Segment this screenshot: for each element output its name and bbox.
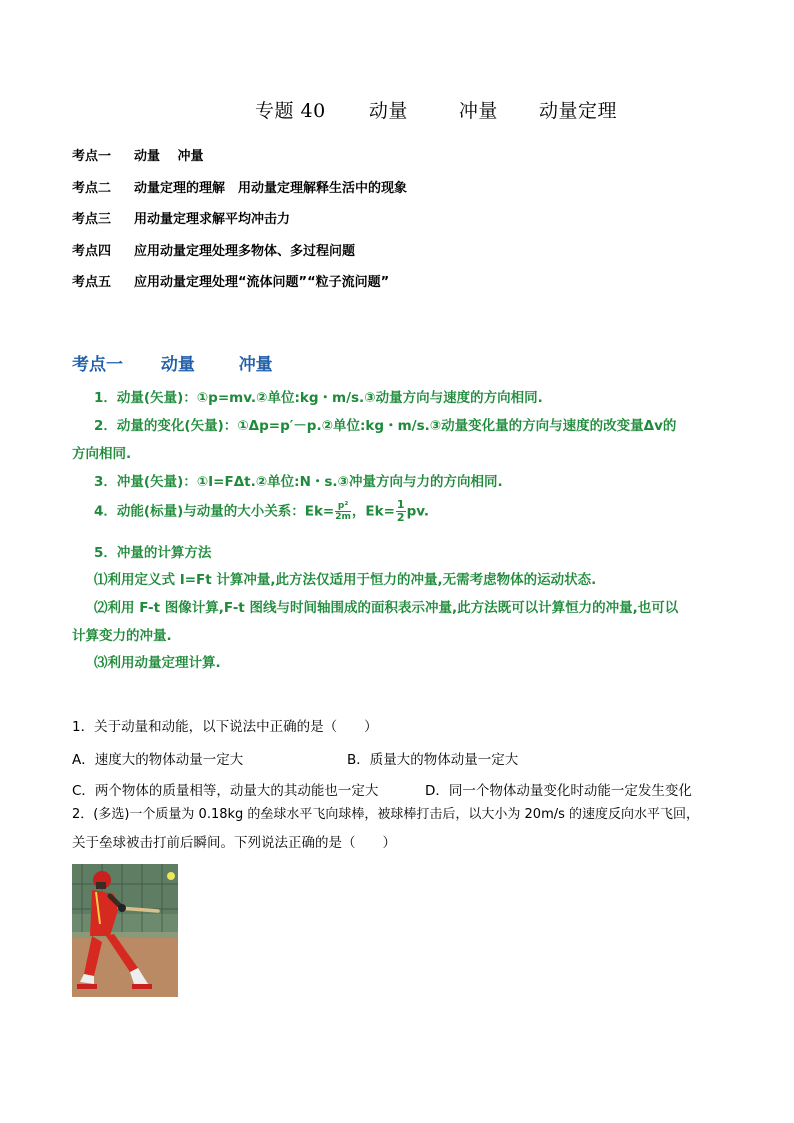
point-5-1: ⑴利用定义式 I=Ft 计算冲量,此方法仅适用于恒力的冲量,无需考虑物体的运动状态. [94, 572, 597, 588]
question-1-option-a: A．速度大的物体动量一定大 [72, 752, 244, 768]
title-topic-number: 专题 40 [255, 100, 326, 122]
point-2: 2．动量的变化(矢量)：①Δp=p′－p.②单位:kg・m/s.③动量变化量的方向与速度的改变量Δv的 [94, 418, 677, 434]
question-2: 2．(多选)一个质量为 0.18kg 的垒球水平飞向球棒，被球棒打击后，以大小为 20m/s 的速度反向水平飞回， [72, 807, 700, 822]
point-5: 5．冲量的计算方法 [94, 545, 212, 561]
point-2-cont: 方向相同. [72, 446, 132, 462]
point-4 [94, 499, 429, 524]
question-1-option-d: D．同一个物体动量变化时动能一定发生变化 [425, 783, 692, 799]
toc-key: 考点三 [72, 212, 112, 227]
question-1: 1．关于动量和动能，以下说法中正确的是（ ） [72, 719, 378, 735]
toc-key: 考点五 [72, 275, 112, 290]
point-5-3: ⑶利用动量定理计算. [94, 655, 221, 671]
softball-batter-photo [72, 864, 178, 997]
toc-item-5 [72, 271, 389, 290]
fraction-numerator: 1 [396, 498, 405, 511]
point-4-prefix: 4．动能(标量)与动量的大小关系：Ek= [94, 503, 335, 520]
title-impulse: 冲量 [458, 100, 498, 122]
point-4-mid: ，Ek= [351, 503, 395, 520]
toc-item-3 [72, 208, 290, 227]
question-1-option-c: C．两个物体的质量相等，动量大的其动能也一定大 [72, 783, 379, 799]
title-momentum-theorem: 动量定理 [539, 100, 618, 122]
toc-key: 考点二 [72, 181, 112, 196]
toc-item-1 [72, 145, 204, 164]
fraction-one-half [396, 499, 406, 524]
toc-text: 应用动量定理处理“流体问题”“粒子流问题” [134, 275, 390, 290]
section-heading [72, 350, 273, 375]
toc-text: 动量定理的理解 用动量定理解释生活中的现象 [134, 181, 408, 196]
toc-key: 考点四 [72, 244, 112, 259]
section-key: 考点一 [72, 355, 123, 375]
point-1: 1．动量(矢量)：①p=mv.②单位:kg・m/s.③动量方向与速度的方向相同. [94, 390, 543, 406]
point-4-suffix: pv. [406, 503, 430, 520]
page-title [255, 96, 617, 123]
point-3: 3．冲量(矢量)：①I=FΔt.②单位:N・s.③冲量方向与力的方向相同. [94, 474, 503, 490]
toc-text: 动量 冲量 [134, 149, 204, 164]
question-1-option-b: B．质量大的物体动量一定大 [347, 752, 519, 768]
fraction-numerator: p² [335, 501, 351, 512]
section-impulse: 冲量 [238, 355, 273, 375]
fraction-p2-over-2m [335, 501, 351, 522]
title-momentum: 动量 [368, 100, 408, 122]
toc-text: 用动量定理求解平均冲击力 [134, 212, 291, 227]
toc-text: 应用动量定理处理多物体、多过程问题 [134, 244, 356, 259]
point-5-2: ⑵利用 F-t 图像计算,F-t 图线与时间轴围成的面积表示冲量,此方法既可以计算恒力的冲量,也可以 [94, 600, 679, 616]
fraction-denominator: 2m [335, 512, 351, 522]
toc-item-4 [72, 240, 355, 259]
point-5-2-cont: 计算变力的冲量. [72, 628, 172, 644]
toc-item-2 [72, 177, 407, 196]
toc-key: 考点一 [72, 149, 112, 164]
fraction-denominator: 2 [396, 511, 405, 524]
question-2-cont: 关于垒球被击打前后瞬间。下列说法正确的是（ ） [72, 835, 396, 851]
section-momentum: 动量 [160, 355, 195, 375]
